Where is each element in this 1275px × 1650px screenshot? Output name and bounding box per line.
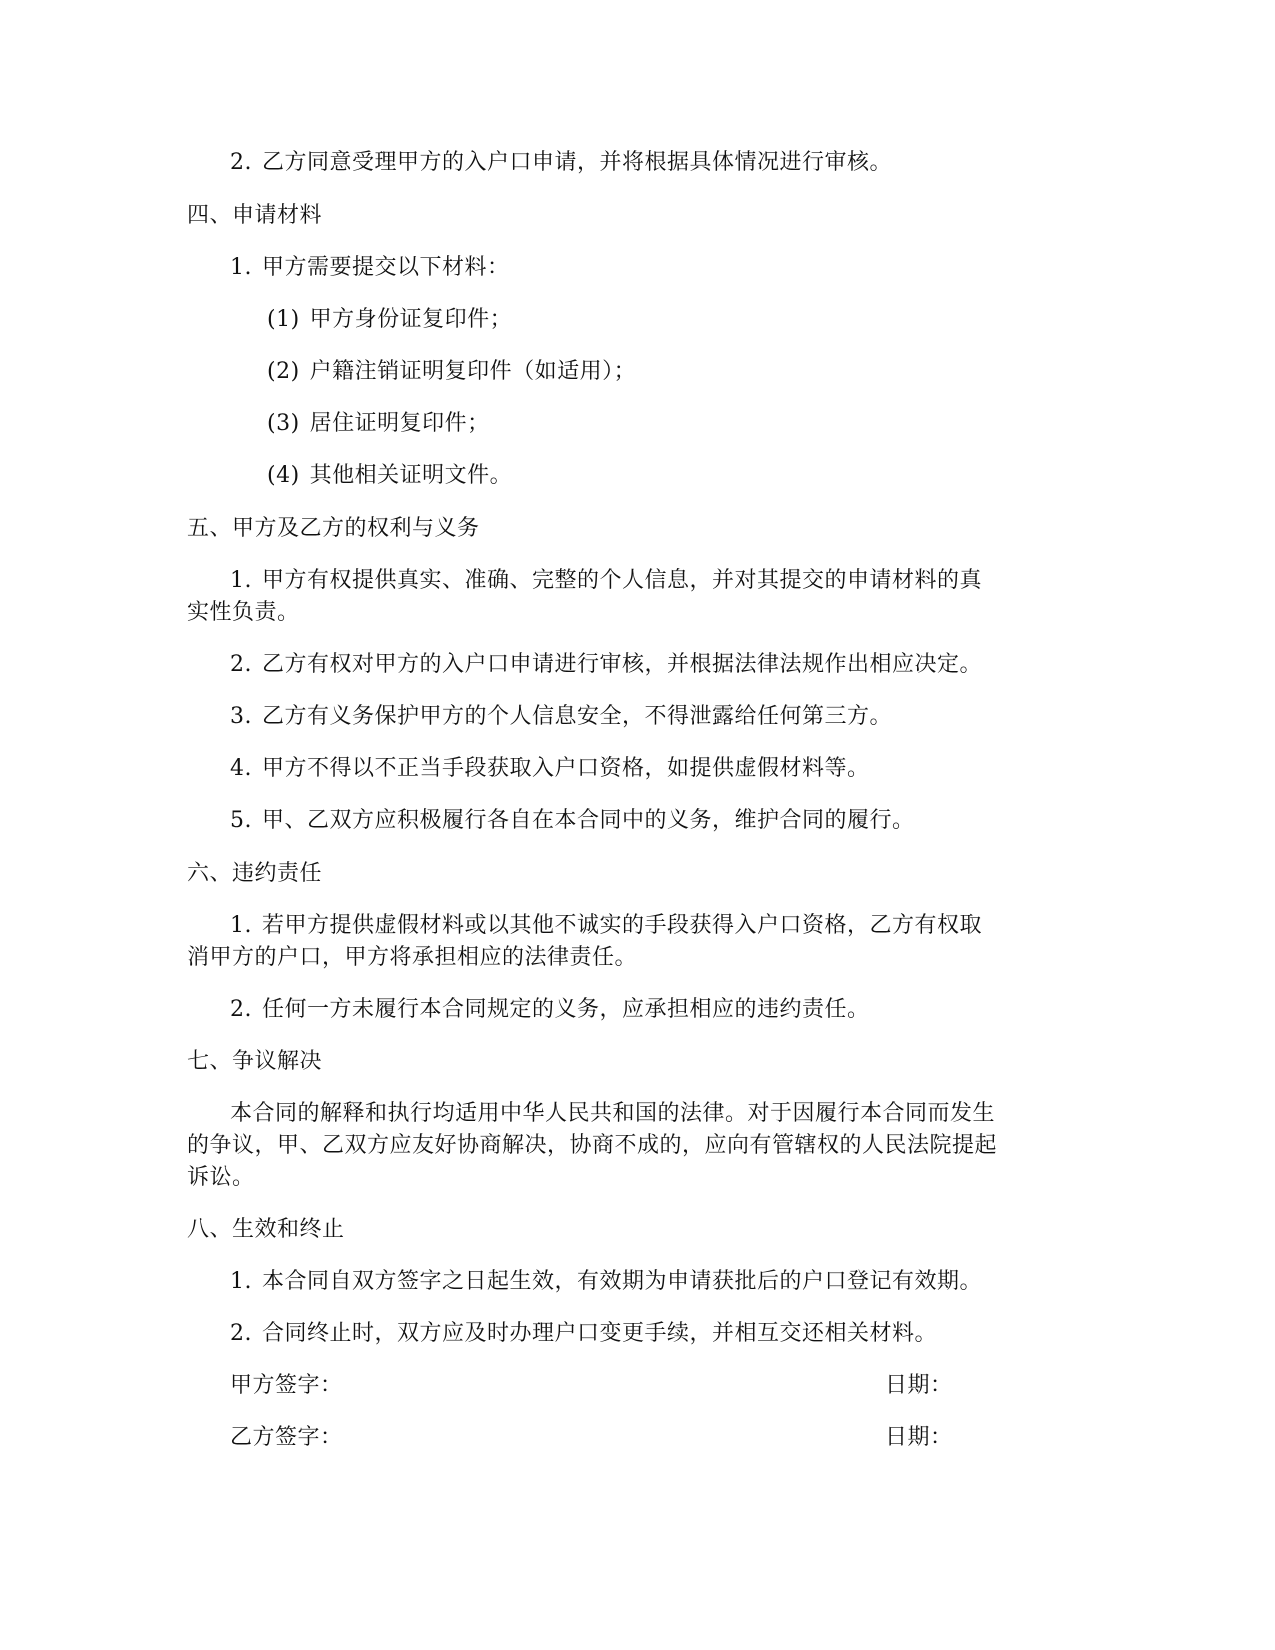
section-heading-8: 八、生效和终止 xyxy=(187,1217,345,1242)
item-text: 乙方有权对甲方的入户口申请进行审核，并根据法律法规作出相应决定。 xyxy=(262,652,983,677)
s7-paragraph-line-3: 诉讼。 xyxy=(187,1165,255,1190)
item-text: 乙方同意受理甲方的入户口申请，并将根据具体情况进行审核。 xyxy=(262,150,893,175)
item-number: (2) xyxy=(267,359,300,384)
s5-item-4 xyxy=(230,753,870,785)
item-number: 1. xyxy=(230,568,252,593)
s4-item-1 xyxy=(230,252,510,284)
s7-paragraph-line-1: 本合同的解释和执行均适用中华人民共和国的法律。对于因履行本合同而发生 xyxy=(230,1101,996,1126)
s8-item-1 xyxy=(230,1266,982,1298)
item-text: 甲方有权提供真实、准确、完整的个人信息，并对其提交的申请材料的真 xyxy=(262,568,983,593)
s5-item-1-line-2: 实性负责。 xyxy=(187,600,300,625)
s5-item-1-line-1 xyxy=(230,565,982,597)
party-a-date-label: 日期： xyxy=(885,1373,953,1398)
item-number: 2. xyxy=(230,652,252,677)
s8-item-2 xyxy=(230,1318,937,1350)
item-text: 若甲方提供虚假材料或以其他不诚实的手段获得入户口资格，乙方有权取 xyxy=(262,913,983,938)
item-text: 其他相关证明文件。 xyxy=(309,463,513,488)
s5-item-2 xyxy=(230,649,982,681)
party-a-signature-label: 甲方签字： xyxy=(230,1373,343,1398)
s7-paragraph-line-2: 的争议，甲、乙双方应友好协商解决，协商不成的，应向有管辖权的人民法院提起 xyxy=(187,1133,998,1158)
item-number: 2. xyxy=(230,150,252,175)
s5-item-5 xyxy=(230,805,915,837)
item-text: 甲、乙双方应积极履行各自在本合同中的义务，维护合同的履行。 xyxy=(262,808,915,833)
s6-item-2 xyxy=(230,994,870,1026)
item-text: 甲方不得以不正当手段获取入户口资格，如提供虚假材料等。 xyxy=(262,756,870,781)
item-number: (1) xyxy=(267,307,300,332)
s3-item-2 xyxy=(230,147,892,179)
party-b-date-label: 日期： xyxy=(885,1425,953,1450)
item-number: 4. xyxy=(230,756,252,781)
s4-sub-item-4 xyxy=(267,460,512,492)
item-number: (4) xyxy=(267,463,300,488)
item-text: 甲方身份证复印件； xyxy=(309,307,513,332)
item-text: 本合同自双方签字之日起生效，有效期为申请获批后的户口登记有效期。 xyxy=(262,1269,983,1294)
item-text: 居住证明复印件； xyxy=(309,411,490,436)
item-number: 1. xyxy=(230,1269,252,1294)
s4-sub-item-3 xyxy=(267,408,490,440)
party-b-signature-label: 乙方签字： xyxy=(230,1425,343,1450)
item-number: 5. xyxy=(230,808,252,833)
s4-sub-item-2 xyxy=(267,356,636,388)
item-text: 乙方有义务保护甲方的个人信息安全，不得泄露给任何第三方。 xyxy=(262,704,893,729)
s5-item-3 xyxy=(230,701,892,733)
item-number: 1. xyxy=(230,913,252,938)
section-heading-5: 五、甲方及乙方的权利与义务 xyxy=(187,516,480,541)
item-number: 2. xyxy=(230,997,252,1022)
s6-item-1-line-1 xyxy=(230,910,982,942)
section-heading-6: 六、违约责任 xyxy=(187,861,323,886)
item-number: 2. xyxy=(230,1321,252,1346)
item-text: 户籍注销证明复印件（如适用）； xyxy=(309,359,637,384)
item-text: 甲方需要提交以下材料： xyxy=(262,255,510,280)
item-text: 任何一方未履行本合同规定的义务，应承担相应的违约责任。 xyxy=(262,997,870,1022)
item-text: 合同终止时，双方应及时办理户口变更手续，并相互交还相关材料。 xyxy=(262,1321,938,1346)
s4-sub-item-1 xyxy=(267,304,512,336)
item-number: 1. xyxy=(230,255,252,280)
s6-item-1-line-2: 消甲方的户口，甲方将承担相应的法律责任。 xyxy=(187,945,638,970)
item-number: 3. xyxy=(230,704,252,729)
item-number: (3) xyxy=(267,411,300,436)
section-heading-4: 四、申请材料 xyxy=(187,203,323,228)
section-heading-7: 七、争议解决 xyxy=(187,1049,323,1074)
